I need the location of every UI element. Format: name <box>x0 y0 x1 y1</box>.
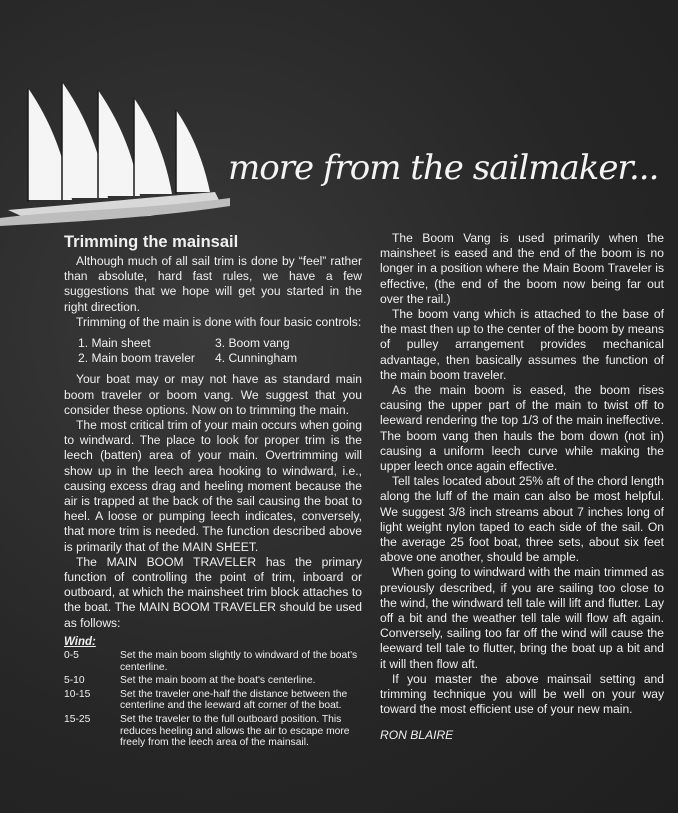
vang-mechanics-paragraph: The boom vang which is attached to the base of the mast then up to the center of the boom by means of pulley arrangement provides mechanical advantage, then basically assumes the function of the main boom traveler. <box>380 307 664 382</box>
wind-range: 15-25 <box>64 714 91 726</box>
right-column <box>380 231 664 743</box>
article-heading: Trimming the mainsail <box>64 233 239 251</box>
author-signature: RON BLAIRE <box>380 727 454 742</box>
wind-table-row <box>64 675 362 687</box>
boom-eased-paragraph: As the main boom is eased, the boom rises causing the upper part of the main to twist off to leeward rendering the top 1/3 of the main ineffective. The boom vang then hauls the bom down (not in) causing a uniform leech curve while making the upper leech once again effective. <box>380 383 664 474</box>
wind-table-title: Wind: <box>64 635 96 648</box>
control-item: 1. Main sheet <box>78 336 151 351</box>
traveler-paragraph: The MAIN BOOM TRAVELER has the primary function of controlling the point of trim, inboard or outboard, at which the mainsheet trim block attaches to the boat. The MAIN BOOM TRAVELER should be used as follows: <box>64 554 362 630</box>
boom-vang-paragraph: The Boom Vang is used primarily when the mainsheet is eased and the end of the boom is no longer in a position where the Main Boom Traveler is effective, (the end of the boom now being far out over the rail.) <box>380 231 664 306</box>
wind-instruction: Set the main boom slightly to windward of the boat's centerline. <box>120 650 358 673</box>
controls-row <box>78 351 362 366</box>
control-item: 2. Main boom traveler <box>78 351 195 366</box>
wind-table-row <box>64 650 362 673</box>
banner-title: more from the sailmaker... <box>228 148 659 188</box>
wind-table <box>64 650 362 749</box>
closing-paragraph: If you master the above mainsail setting and trimming technique you will be well on your way toward the most efficient use of your new main. <box>380 671 664 717</box>
controls-list <box>78 336 362 366</box>
vang-paragraph: Your boat may or may not have as standard main boom traveler or boom vang. We suggest that you consider these options. Now on to trimming the main. <box>64 372 362 417</box>
left-column <box>64 232 362 751</box>
windward-paragraph: When going to windward with the main trimmed as previously described, if you are sailing too close to the wind, the windward tell tale will lift and flutter. Lay off a bit and the weather tell tale will flow aft again. Conversely, sailing too far off the wind will cause the leeward tell tale to flutter, bring the boat up a bit and it will then flow aft. <box>380 565 664 671</box>
control-item: 3. Boom vang <box>215 336 290 351</box>
critical-trim-paragraph: The most critical trim of your main occurs when going to windward. The place to look for proper trim is the leech (batten) area of your main. Overtrimming will show up in the leech area hooking to windward, i.e., causing excess drag and heeling moment because the air is trapped at the back of the sail causing the boat to heel. A loose or pumping leech indicates, conversely, that more trim is needed. The function described above is primarily that of the MAIN SHEET. <box>64 418 362 554</box>
intro-paragraph: Although much of all sail trim is done by “feel” rather than absolute, hard fast rules, we have a few suggestions that we hope will get you started in the right direction. <box>64 254 362 314</box>
wind-range: 5-10 <box>64 675 85 687</box>
controls-intro-paragraph: Trimming of the main is done with four basic controls: <box>76 314 362 329</box>
wind-range: 0-5 <box>64 650 79 662</box>
tell-tales-paragraph: Tell tales located about 25% aft of the chord length along the luff of the main can also be most helpful. We suggest 3/8 inch streams about 7 inches long of light weight nylon taped to each side of the sail. On the average 25 foot boat, three sets, about six feet above one another, should be ample. <box>380 474 664 565</box>
wind-table-row <box>64 714 362 749</box>
wind-instruction: Set the traveler to the full outboard position. This reduces heeling and allows the air to escape more freely from the leech area of the mainsail. <box>120 714 350 749</box>
wind-instruction: Set the main boom at the boat's centerline. <box>120 675 316 687</box>
controls-row <box>78 336 362 351</box>
wind-instruction: Set the traveler one-half the distance between the centerline and the leeward aft corner of the boat. <box>120 688 348 712</box>
wind-range: 10-15 <box>64 688 91 700</box>
control-item: 4. Cunningham <box>215 351 298 366</box>
wind-table-row <box>64 689 362 712</box>
